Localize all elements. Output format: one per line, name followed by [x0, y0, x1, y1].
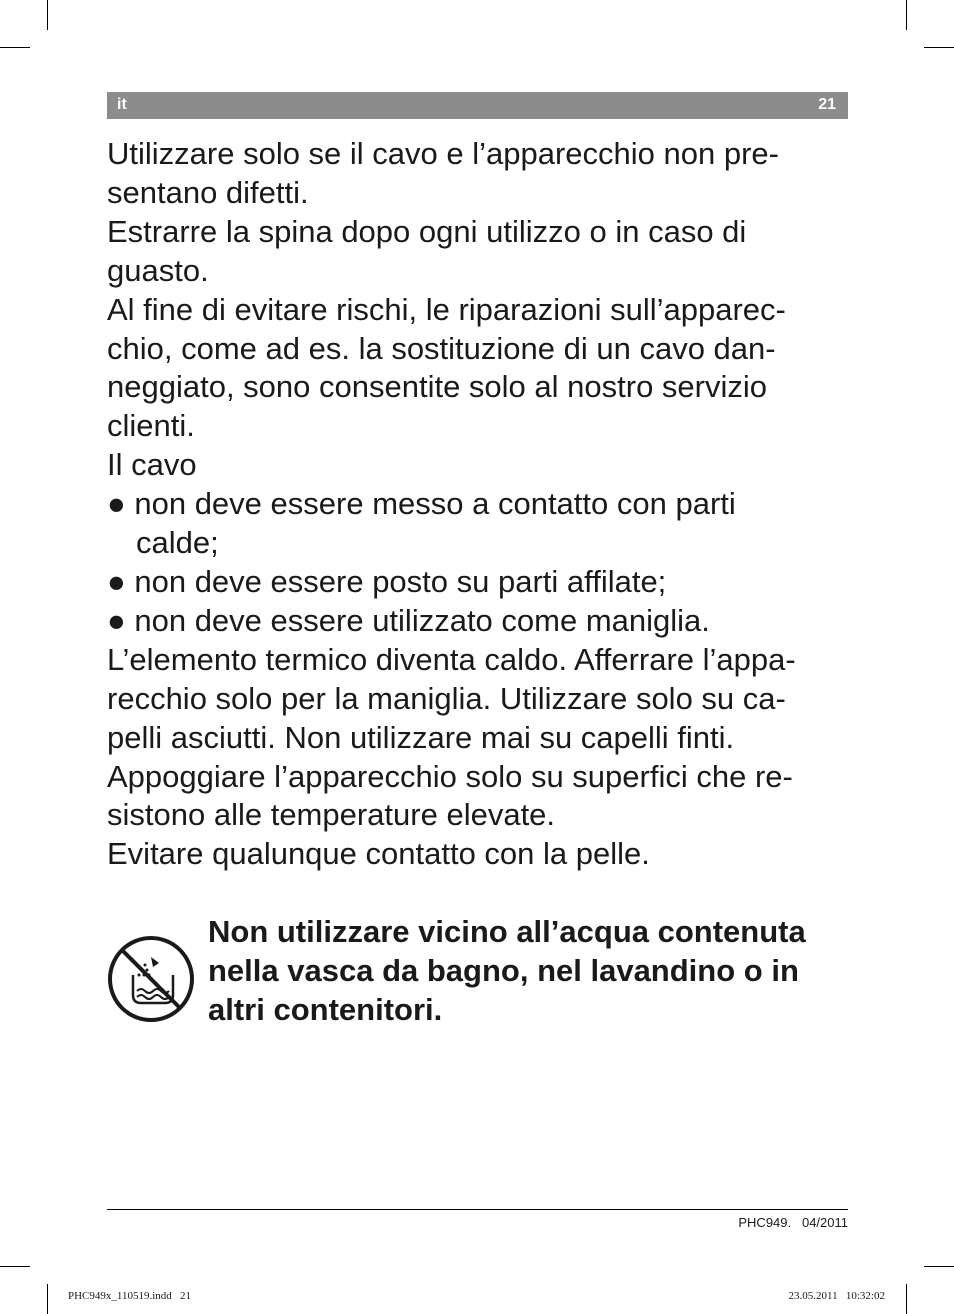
no-water-near-bath-icon [107, 935, 195, 1023]
text-line: Utilizzare solo se il cavo e l’apparecchio non pre- [107, 136, 779, 171]
bullet-icon: ● [107, 486, 126, 522]
print-slug-left: PHC949x_110519.indd 21 [68, 1290, 192, 1302]
text-line: Estrarre la spina dopo ogni utilizzo o in caso di [107, 213, 747, 249]
bullet-item: ● non deve essere posto su parti affilate; [107, 563, 667, 599]
page-number: 21 [818, 96, 836, 113]
crop-mark [924, 1266, 954, 1267]
crop-mark [47, 1284, 48, 1314]
warning-text [208, 912, 868, 1029]
text-line: chio, come ad es. la sostituzione di un cavo dan- [107, 330, 776, 366]
crop-mark [47, 0, 48, 30]
body-text [107, 135, 852, 874]
footer-rule [107, 1209, 848, 1210]
text-line: guasto. [107, 252, 209, 288]
print-slug-right: 23.05.2011 10:32:02 [788, 1290, 885, 1302]
bullet-icon: ● [107, 602, 126, 638]
text-line: neggiato, sono consentite solo al nostro servizio [107, 369, 768, 405]
text-line: Evitare qualunque contatto con la pelle. [107, 836, 650, 872]
text-line: sentano difetti. [107, 174, 309, 210]
text-line: pelli asciutti. Non utilizzare mai su capelli finti. [107, 719, 735, 755]
bullet-item: ● non deve essere messo a contatto con parti [107, 486, 736, 522]
text-line: recchio solo per la maniglia. Utilizzare solo su ca- [107, 680, 786, 716]
bullet-item: ● non deve essere utilizzato come maniglia. [107, 602, 710, 638]
warning-line: nella vasca da bagno, nel lavandino o in [208, 953, 799, 988]
crop-mark [906, 0, 907, 30]
crop-mark [0, 1266, 30, 1267]
page-header-bar [107, 92, 848, 119]
text-line: sistono alle temperature elevate. [107, 797, 556, 833]
crop-mark [906, 1284, 907, 1314]
text-line: clienti. [107, 408, 195, 444]
warning-line: Non utilizzare vicino all’acqua contenuta [208, 914, 806, 949]
language-code: it [117, 96, 127, 113]
text-line: Al fine di evitare rischi, le riparazioni sull’apparec- [107, 291, 786, 327]
footer-model-date: PHC949. 04/2011 [738, 1215, 848, 1230]
text-line: Appoggiare l’apparecchio solo su superfici che re- [107, 758, 793, 794]
text-line: L’elemento termico diventa caldo. Afferrare l’appa- [107, 641, 796, 677]
crop-mark [0, 47, 30, 48]
warning-line: altri contenitori. [208, 992, 443, 1027]
crop-mark [924, 47, 954, 48]
bullet-icon: ● [107, 563, 126, 599]
bullet-item-continuation: calde; [136, 525, 219, 561]
cable-intro: Il cavo [107, 447, 197, 483]
